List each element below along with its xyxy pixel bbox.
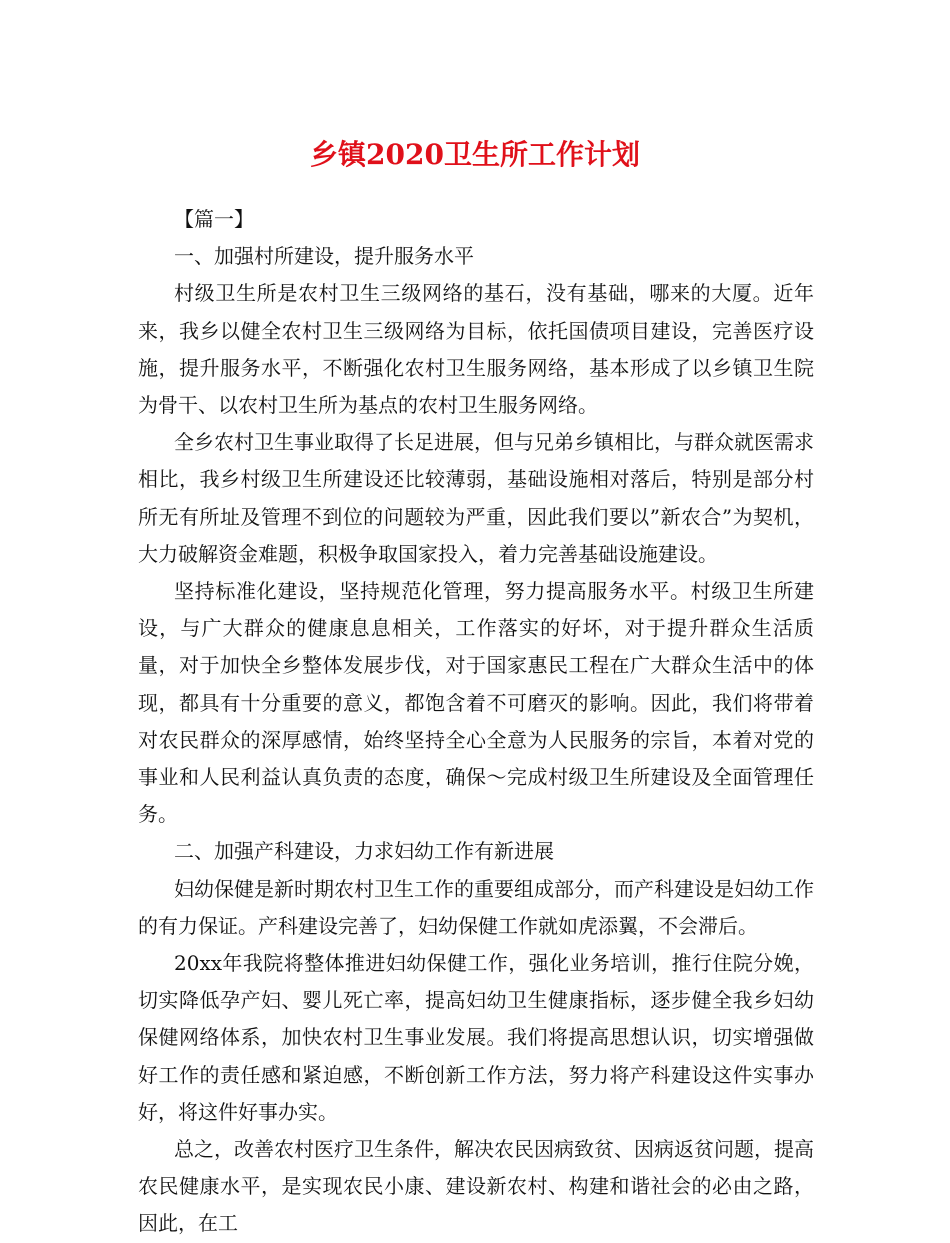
paragraph: 坚持标准化建设，坚持规范化管理，努力提高服务水平。村级卫生所建设，与广大群众的健康息息相关，工作落实的好坏，对于提升群众生活质量，对于加快全乡整体发展步伐，对于国家惠民工程在广大群众生活中的体现，都具有十分重要的意义，都饱含着不可磨灭的影响。因此，我们将带着对农民群众的深厚感情，始终坚持全心全意为人民服务的宗旨，本着对党的事业和人民利益认真负责的态度，确保～完成村级卫生所建设及全面管理任务。	[138, 579, 814, 827]
paragraph: 全乡农村卫生事业取得了长足进展，但与兄弟乡镇相比，与群众就医需求相比，我乡村级卫生所建设还比较薄弱，基础设施相对落后，特别是部分村所无有所址及管理不到位的问题较为严重，因此我们要以”新农合”为契机，大力破解资金难题，积极争取国家投入，着力完善基础设施建设。	[138, 430, 814, 566]
paragraph: 20xx年我院将整体推进妇幼保健工作，强化业务培训，推行住院分娩，切实降低孕产妇、婴儿死亡率，提高妇幼卫生健康指标，逐步健全我乡妇幼保健网络体系，加快农村卫生事业发展。我们将提高思想认识，切实增强做好工作的责任感和紧迫感，不断创新工作方法，努力将产科建设这件实事办好，将这件好事办实。	[138, 951, 814, 1124]
document-body	[138, 201, 814, 1243]
paragraph: 村级卫生所是农村卫生三级网络的基石，没有基础，哪来的大厦。近年来，我乡以健全农村卫生三级网络为目标，依托国债项目建设，完善医疗设施，提升服务水平，不断强化农村卫生服务网络，基本形成了以乡镇卫生院为骨干、以农村卫生所为基点的农村卫生服务网络。	[138, 281, 814, 418]
paragraph: 妇幼保健是新时期农村卫生工作的重要组成部分，而产科建设是妇幼工作的有力保证。产科建设完善了，妇幼保健工作就如虎添翼，不会滞后。	[138, 876, 814, 938]
section-label: 【篇一】	[174, 207, 254, 231]
section-heading-1: 一、加强村所建设，提升服务水平	[174, 244, 474, 269]
section-heading-2: 二、加强产科建设，力求妇幼工作有新进展	[174, 839, 554, 864]
paragraph: 总之，改善农村医疗卫生条件，解决农民因病致贫、因病返贫问题，提高农民健康水平，是实现农民小康、建设新农村、构建和谐社会的必由之路，因此，在工	[138, 1137, 814, 1236]
document-title: 乡镇2020卫生所工作计划	[310, 138, 640, 171]
